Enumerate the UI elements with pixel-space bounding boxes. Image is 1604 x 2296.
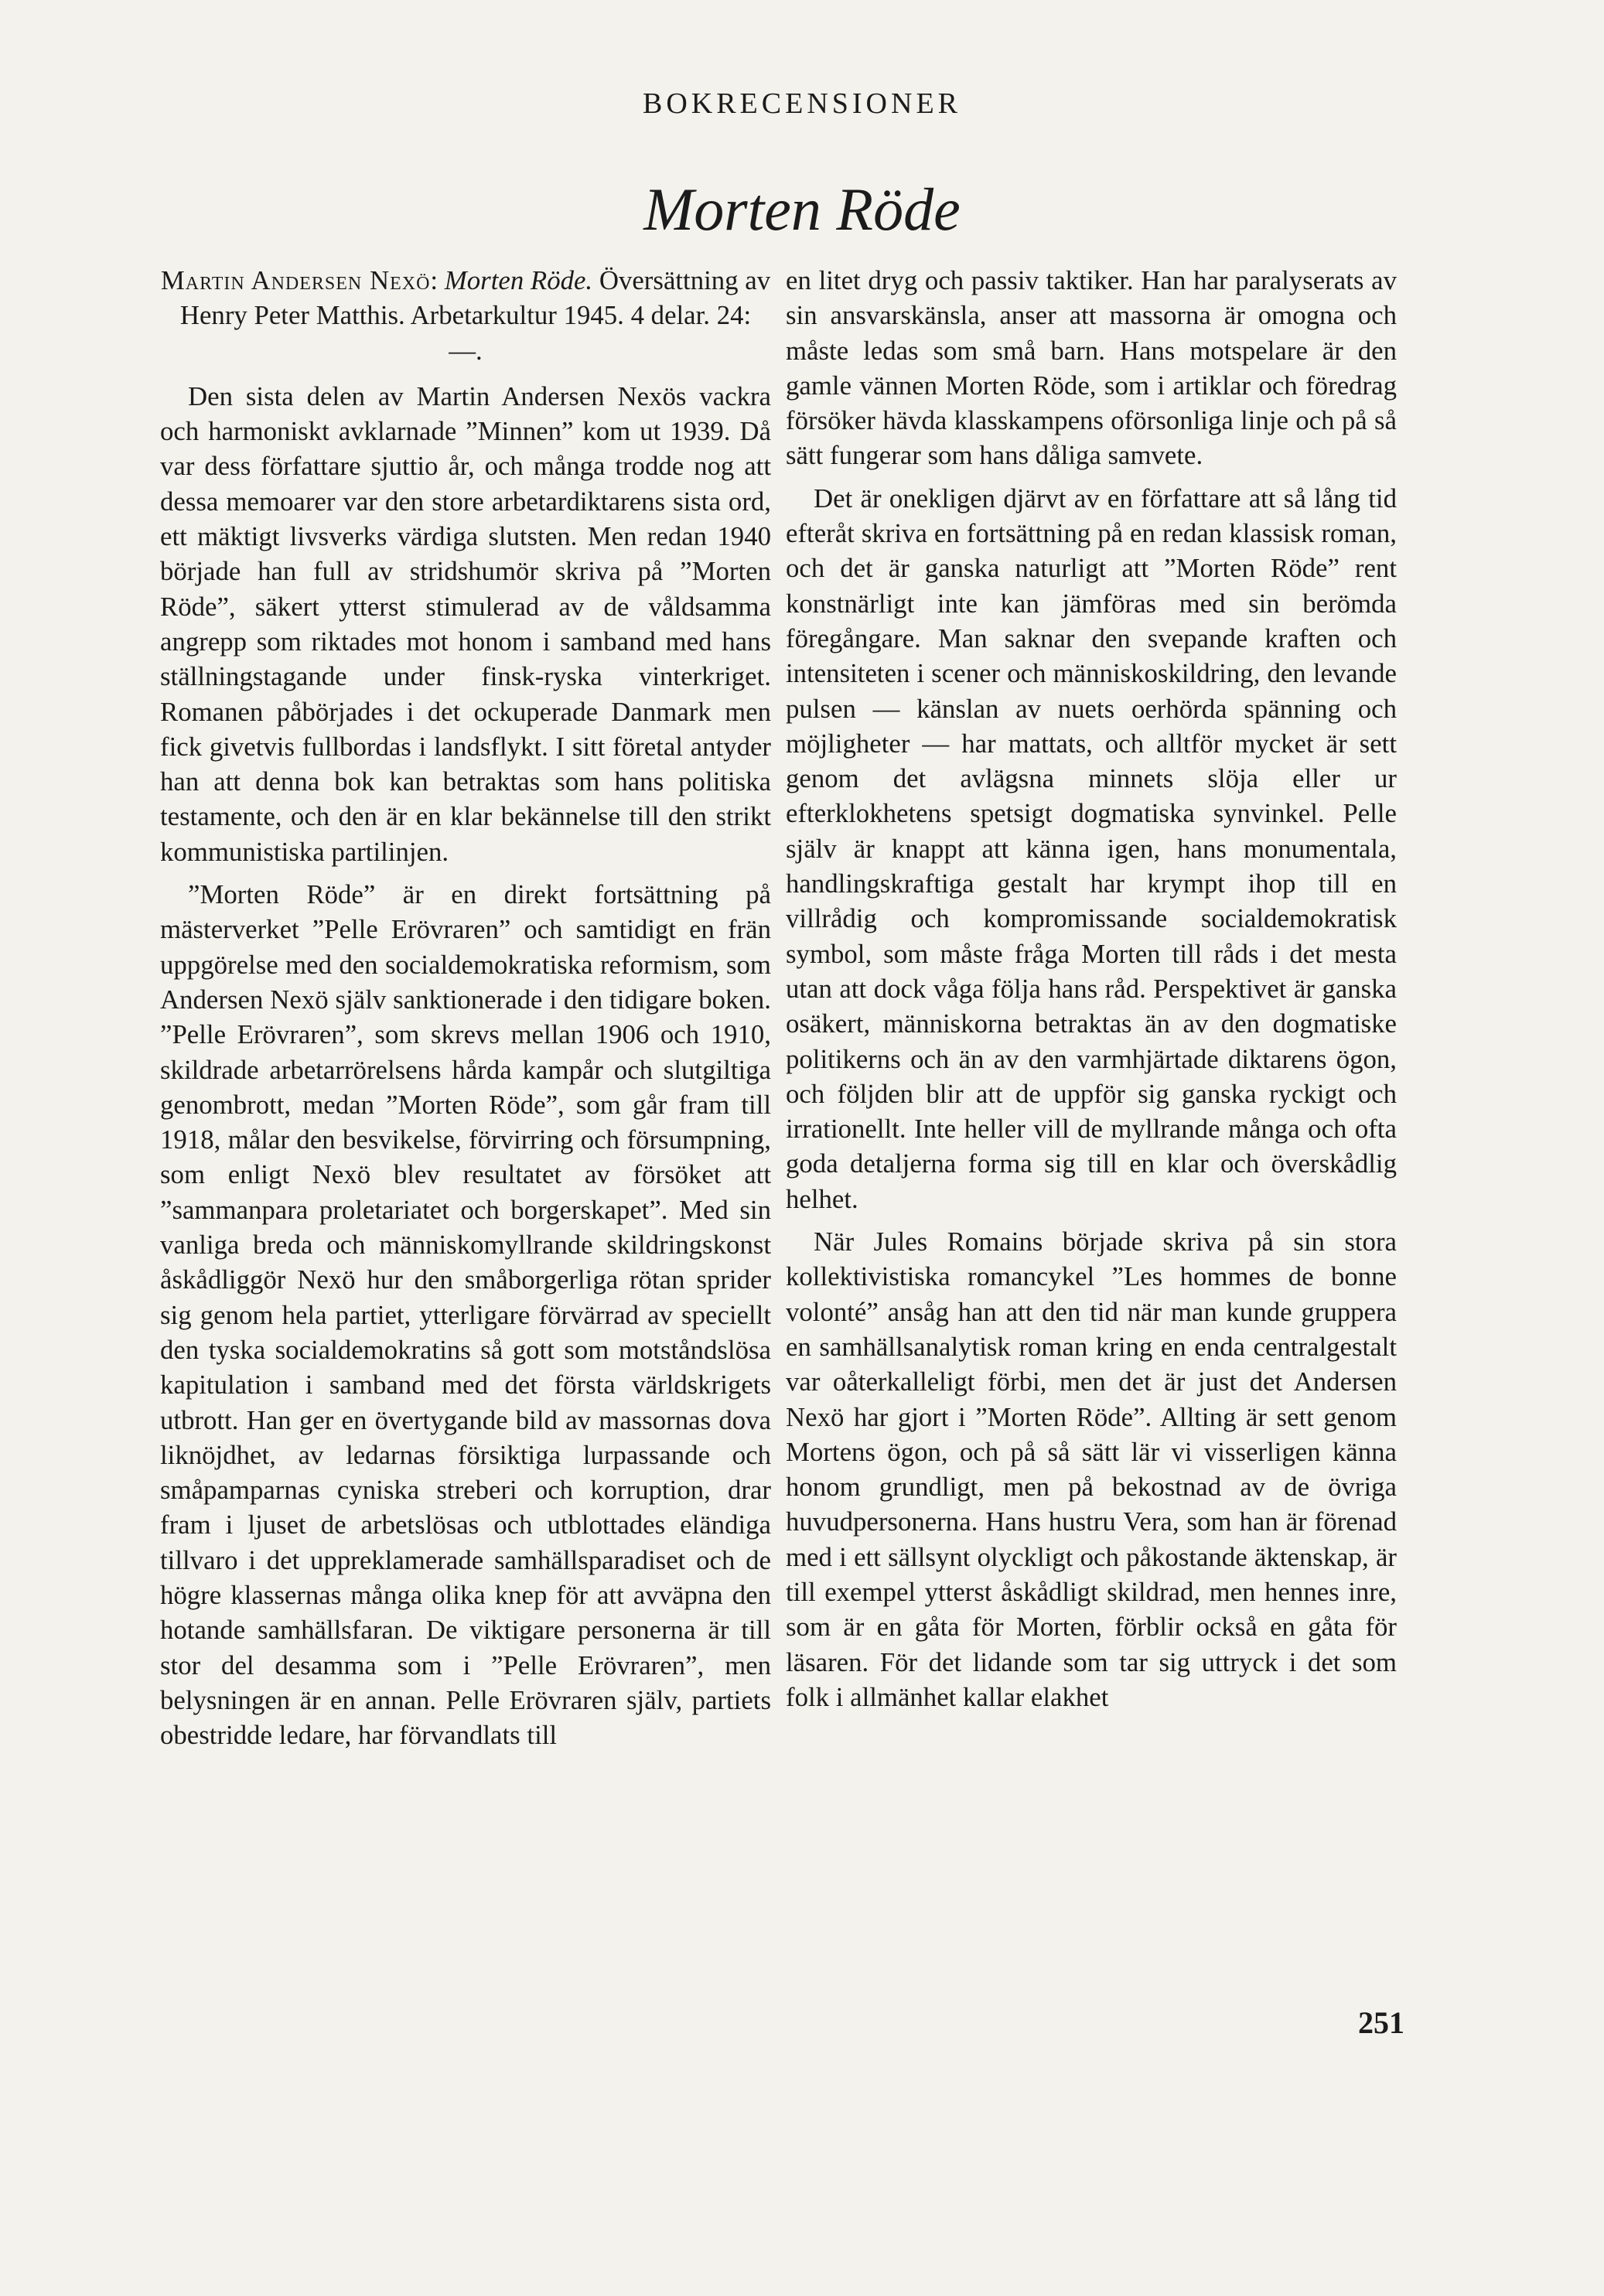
- bibliography-details: Översättning av Henry Peter Matthis. Arbetarkultur 1945. 4 delar. 24: —.: [179, 265, 771, 366]
- section-heading: BOKRECENSIONER: [642, 87, 962, 120]
- article-title: Morten Röde: [643, 176, 961, 243]
- paragraph: en litet dryg och passiv taktiker. Han har paralyserats av sin ansvarskänsla, anser att massorna är omogna och måste ledas som små barn. Hans motspelare är den gamle vännen Morten Röde, som i artiklar och föredrag försöker hävda klasskampens oförsonliga linje och på så sätt fungerar som hans dåliga samvete.: [786, 265, 1397, 471]
- page-number: 251: [1358, 2005, 1404, 2040]
- book-author: Martin Andersen Nexö: [160, 265, 431, 295]
- bibliography-separator: :: [430, 265, 445, 295]
- right-column: [786, 263, 1397, 1714]
- bibliographic-entry: [160, 263, 771, 368]
- left-column: [160, 263, 771, 1752]
- paragraph: När Jules Romains började skriva på sin stora kollektivistiska romancykel ”Les hommes de bonne volonté” ansåg han att den tid när man kunde gruppera en samhällsanalytisk roman kring en enda centralgestalt var oåterkalleligt förbi, men det är just det Andersen Nexö har gjort i ”Morten Röde”. Allting är sett genom Mortens ögon, och på så sätt lär vi visserligen känna honom grundligt, men på bekostnad av de övriga huvudpersonerna. Hans hustru Vera, som han är förenad med i ett sällsynt olyckligt och påkostande äktenskap, är till exempel ytterst åskådligt skildrad, men hennes inre, som är en gåta för Morten, förblir också en gåta för läsaren. För det lidande som tar sig uttryck i det som folk i allmänhet kallar elakhet: [786, 1226, 1397, 1712]
- paragraph: ”Morten Röde” är en direkt fortsättning på mästerverket ”Pelle Erövraren” och samtidigt en frän uppgörelse med den socialdemokratiska reformism, som Andersen Nexö själv sanktionerade i den tidigare boken. ”Pelle Erövraren”, som skrevs mellan 1906 och 1910, skildrade arbetarrörelsens hårda kampår och slutgiltiga genombrott, medan ”Morten Röde”, som går fram till 1918, målar den besvikelse, förvirring och försumpning, som enligt Nexö blev resultatet av försöket att ”sammanpara proletariatet och borgerskapet”. Med sin vanliga breda och människomyllrande skildringskonst åskådliggör Nexö hur den småborgerliga rötan sprider sig genom hela partiet, ytterligare förvärrad av speciellt den tyska socialdemokratins så gott som motståndslösa kapitulation i samband med det första världskrigets utbrott. Han ger en övertygande bild av massornas dova liknöjdhet, av ledarnas försiktiga lurpassande och småpamparnas cyniska streberi och korruption, drar fram i ljuset de arbetslösas och utblottades eländiga tillvaro i det uppreklamerade samhällsparadiset och de högre klassernas många olika knep för att avväpna den hotande samhällsfaran. De viktigare personerna är till stor del desamma som i ”Pelle Erövraren”, men belysningen är en annan. Pelle Erövraren själv, partiets obestridde ledare, har förvandlats till: [160, 879, 771, 1751]
- paragraph: Det är onekligen djärvt av en författare att så lång tid efteråt skriva en fortsättning på en redan klassisk roman, och det är ganska naturligt att ”Morten Röde” rent konstnärligt inte kan jämföras med sin berömda föregångare. Man saknar den svepande kraften och intensiteten i scener och människoskildring, den levande pulsen — känslan av nuets oerhörda spänning och möjligheter — har mattats, och alltför mycket är sett genom det avlägsna minnets slöja eller ur efterklokhetens spetsigt dogmatiska synvinkel. Pelle själv är knappt att känna igen, hans monumentala, handlingskraftiga gestalt har krympt ihop till en villrådig och kompromissande socialdemokratisk symbol, som måste fråga Morten till råds i det mesta utan att dock våga följa hans råd. Perspektivet är ganska osäkert, människorna betraktas än av den dogmatiske politikerns och än av den varmhjärtade diktarens ögon, och följden blir att de uppför sig ganska ryckigt och irrationellt. Inte heller vill de myllrande många och ofta goda detaljerna forma sig till en klar och överskådlig helhet.: [786, 483, 1397, 1214]
- paragraph: Den sista delen av Martin Andersen Nexös vackra och harmoniskt avklarnade ”Minnen” kom ut 1939. Då var dess författare sjuttio år, och många trodde nog att dessa memoarer var den store arbetardiktarens sista ord, ett mäktigt livsverks värdiga slutsten. Men redan 1940 började han full av stridshumör skriva på ”Morten Röde”, säkert ytterst stimulerad av de våldsamma angrepp som riktades mot honom i samband med hans ställningstagande under finsk-ryska vinterkriget. Romanen påbörjades i det ockuperade Danmark men fick givetvis fullbordas i landsflykt. I sitt företal antyder han att denna bok kan betraktas som hans politiska testamente, och den är en klar bekännelse till den strikt kommunistiska partilinjen.: [160, 380, 771, 867]
- book-title: Morten Röde.: [444, 265, 593, 295]
